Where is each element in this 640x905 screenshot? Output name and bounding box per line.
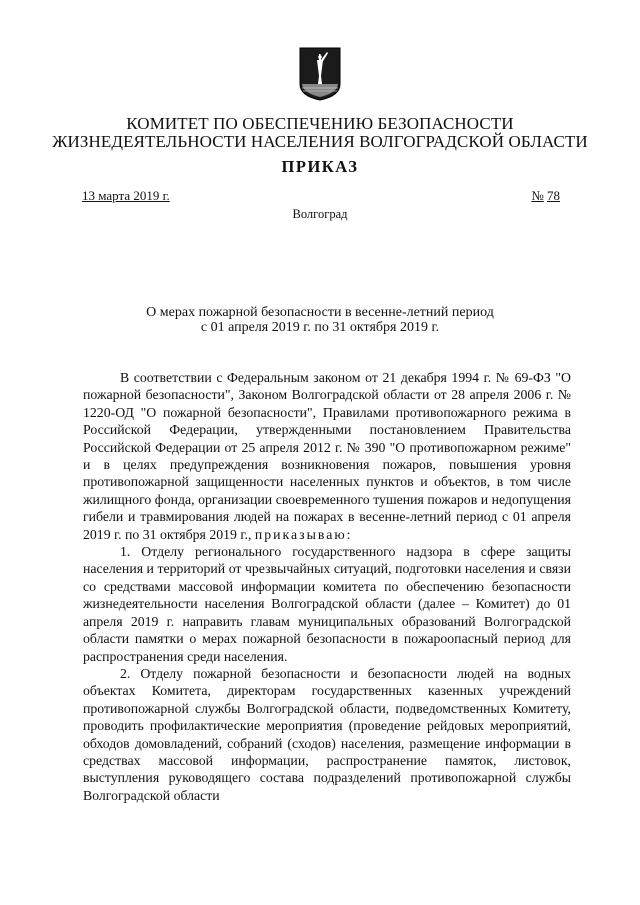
document-city: Волгоград (292, 207, 348, 221)
organization-name-line-1: КОМИТЕТ ПО ОБЕСПЕЧЕНИЮ БЕЗОПАСНОСТИ (126, 114, 514, 133)
document-type-title: ПРИКАЗ (281, 157, 359, 176)
intro-text: В соответствии с Федеральным законом от 21 декабря 1994 г. № 69-ФЗ "О пожарной безопасности", Законом Волгоградской области от 28 апреля 2006 г. № 1220-ОД "О пожарной безопасности", Правилами противопожарного режима в Российской Федерации, утвержденными постановлением Правительства Российской Федерации от 25 апреля 2012 г. № 390 "О противопожарном режиме" и в целях предупреждения возникновения пожаров, повышения уровня противопожарной защищенности населенных пунктов и объектов, в том числе жилищного фонда, организации своевременного тушения пожаров и недопущения гибели и травмирования людей на пожарах в весенне-летний период с 01 апреля 2019 г. по 31 октября 2019 г., (83, 370, 571, 542)
item-2-paragraph: 2. Отделу пожарной безопасности и безопасности людей на водных объектах Комитета, директорам государственных казенных учреждений противопожарной службы Волгоградской области, подведомственных Комитету, проводить профилактические мероприятия (проведение рейдовых мероприятий, обходов домовладений, собраний (сходов) населения, размещение информации в средствах массовой информации, распространение памяток, листовок, выступления руководящего состава подразделений противопожарной службы Волгоградской области (83, 665, 571, 803)
number-prefix: № (531, 188, 544, 203)
document-body (83, 369, 571, 804)
document-number (531, 188, 560, 204)
number-value: 78 (547, 188, 560, 203)
coat-of-arms-emblem (298, 46, 342, 102)
subject-line-1: О мерах пожарной безопасности в весенне-летний период (146, 305, 494, 320)
order-word: приказываю: (254, 526, 353, 542)
intro-paragraph (83, 369, 571, 543)
organization-name-line-2: ЖИЗНЕДЕЯТЕЛЬНОСТИ НАСЕЛЕНИЯ ВОЛГОГРАДСКОЙ ОБЛАСТИ (52, 132, 588, 151)
document-date: 13 марта 2019 г. (82, 188, 170, 203)
subject-line-2: с 01 апреля 2019 г. по 31 октября 2019 г. (200, 320, 440, 335)
item-1-paragraph: 1. Отделу регионального государственного надзора в сфере защиты населения и территорий от чрезвычайных ситуаций, подготовки населения и связи со средствами массовой информации комитета по обеспечению безопасности жизнедеятельности населения Волгоградской области (далее – Комитет) до 01 апреля 2019 г. направить главам муниципальных образований Волгоградской области памятки о мерах пожарной безопасности в пожароопасный период для распространения среди населения. (83, 544, 571, 664)
